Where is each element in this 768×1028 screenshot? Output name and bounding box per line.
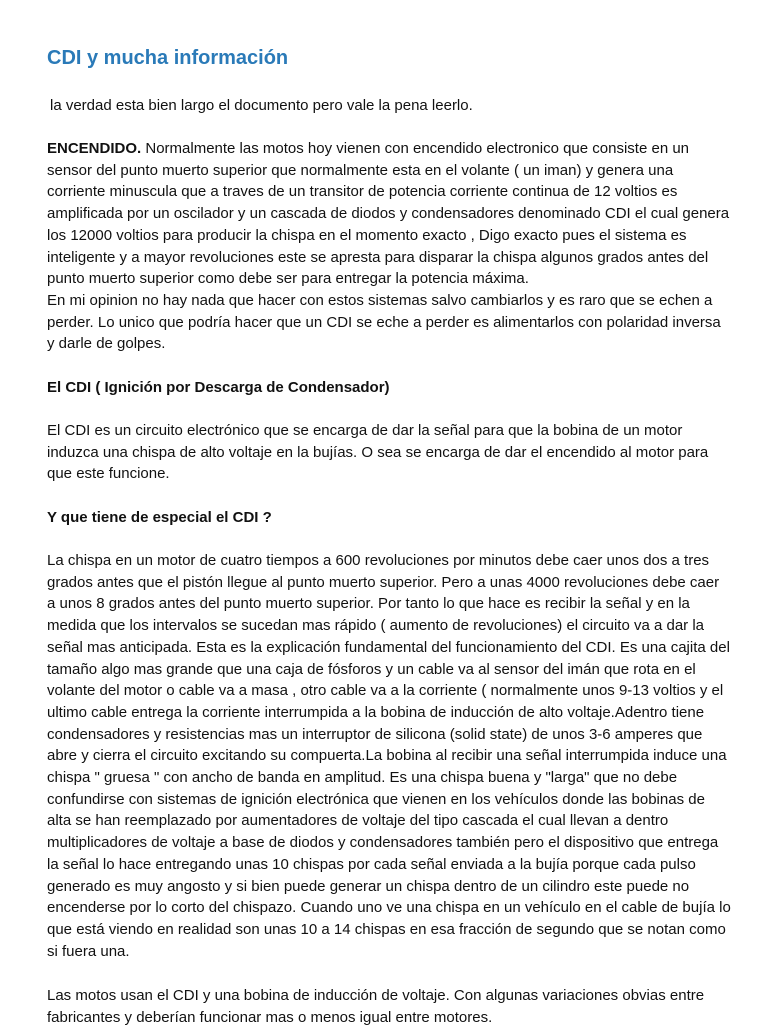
motos-paragraph: Las motos usan el CDI y una bobina de inducción de voltaje. Con algunas variaciones obvias entre fabricantes y deberían funcionar mas o menos igual entre motores. (47, 987, 705, 1026)
document-title: CDI y mucha información (47, 47, 289, 69)
intro-paragraph: la verdad esta bien largo el documento pero vale la pena leerlo. (50, 97, 473, 114)
especial-section-heading: Y que tiene de especial el CDI ? (47, 509, 272, 526)
cdi-section-heading: El CDI ( Ignición por Descarga de Condensador) (47, 379, 390, 396)
encendido-lead: ENCENDIDO. (47, 140, 142, 157)
encendido-text: Normalmente las motos hoy vienen con encendido electronico que consiste en un sensor del punto muerto superior que normalmente esta en el volante ( un iman) y genera una corriente minuscula que a traves de un transitor de potencia corriente continua de 12 voltios es amplificada por un oscilador y un cascada de diodos y condensadores denominado CDI el cual genera los 12000 voltios para producir la chispa en el momento exacto , Digo exacto pues el sistema es inteligente y a mayor revoluciones este se apresta para disparar la chispa algunos grados antes del punto muerto superior como debe ser para entregar la potencia máxima. (47, 140, 730, 288)
encendido-paragraph (47, 138, 731, 290)
cdi-section-paragraph: El CDI es un circuito electrónico que se encarga de dar la señal para que la bobina de un motor induzca una chispa de alto voltaje en la bujías. O sea se encarga de dar el encendido al motor para que este funcione. (47, 422, 709, 483)
especial-section-paragraph: La chispa en un motor de cuatro tiempos a 600 revoluciones por minutos debe caer unos dos a tres grados antes que el pistón llegue al punto muerto superior. Pero a unas 4000 revoluciones debe caer a unos 8 grados antes del punto muerto superior. Por tanto lo que hace es recibir la señal y en la medida que los intervalos se sucedan mas rápido ( aumento de revoluciones) el circuito va a dar la señal mas anticipada. Esta es la explicación fundamental del funcionamiento del CDI. Es una cajita del tamaño algo mas grande que una caja de fósforos y un cable va al sensor del imán que rota en el volante del motor o cable va a masa , otro cable va a la corriente ( normalmente unos 9-13 voltios y el ultimo cable entrega la corriente interrumpida a la bobina de inducción de alto voltaje.Adentro tiene condensadores y resistencias mas un interruptor de silicona (solid state) de unos 3-6 amperes que abre y cierra el circuito excitando su compuerta.La bobina al recibir una señal interrumpida induce una chispa " gruesa " con ancho de banda en amplitud. Es una chispa buena y "larga" que no debe confundirse con sistemas de ignición electrónica que vienen en los vehículos donde las bobinas de alta se han reemplazado por aumentadores de voltaje del tipo cascada el cual llevan a dentro multiplicadores de voltaje a base de diodos y condensadores también pero el dispositivo que entrega la señal lo hace entregando unas 10 chispas por cada señal enviada a la bujía porque cada pulso generado es muy angosto y si bien puede generar un chispa dentro de un cilindro este puede no encenderse por lo corto del chispazo. Cuando uno ve una chispa en un vehículo en el cable de bujía lo que está viendo en realidad son unas 10 a 14 chispas en esa fracción de segundo que se notan como si fuera una. (47, 552, 731, 960)
opinion-paragraph: En mi opinion no hay nada que hacer con estos sistemas salvo cambiarlos y es raro que se echen a perder. Lo unico que podría hacer que un CDI se eche a perder es alimentarlos con polaridad inversa y darle de golpes. (47, 292, 721, 353)
